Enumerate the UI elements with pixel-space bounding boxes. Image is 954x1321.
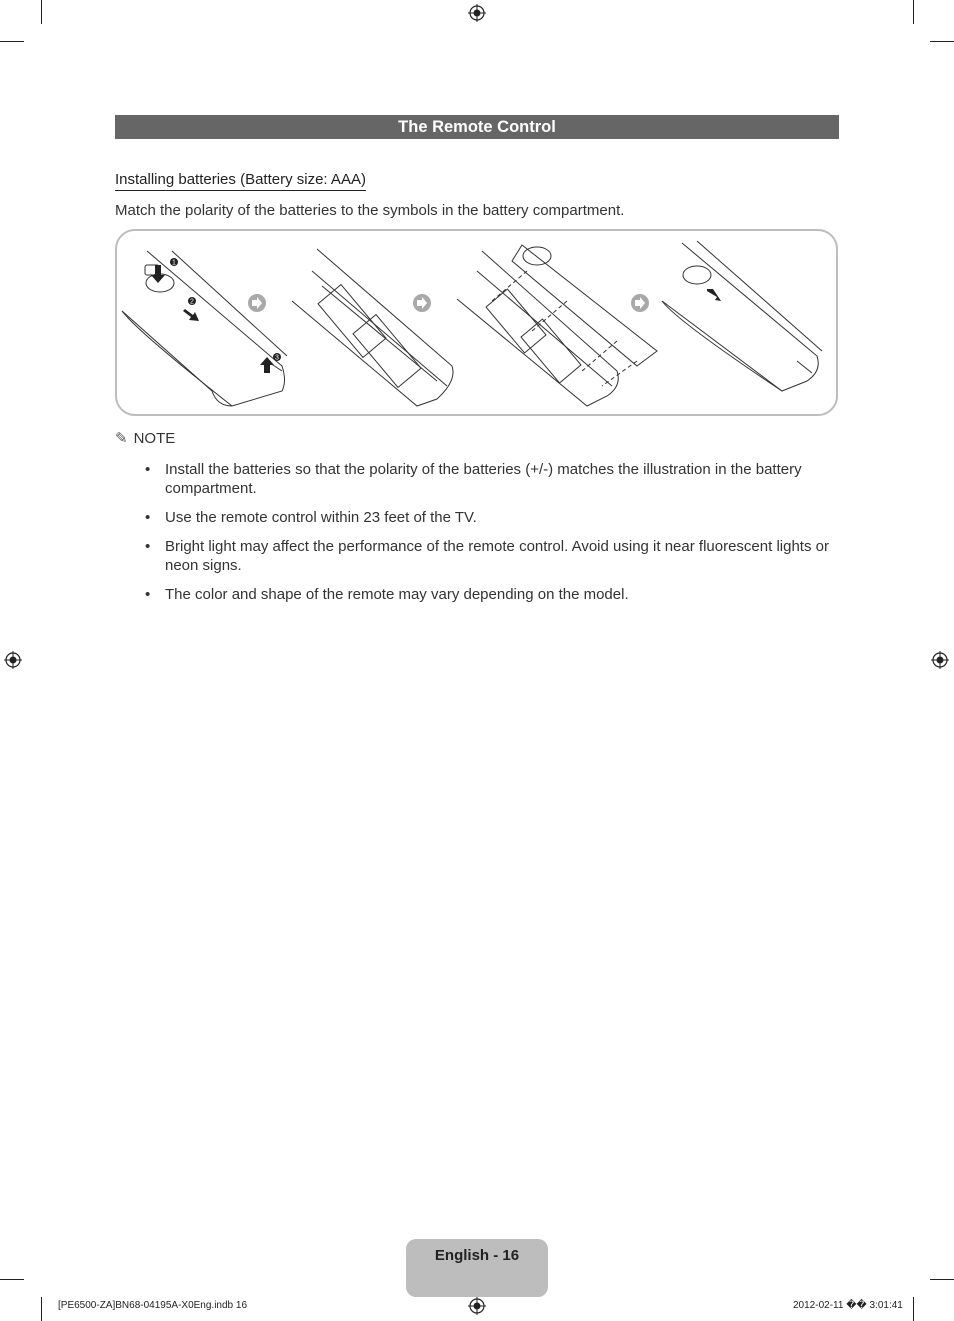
- battery-illustration: [115, 229, 838, 416]
- registration-mark-icon: [468, 1297, 486, 1315]
- crop-mark: [0, 41, 24, 42]
- list-item: • The color and shape of the remote may vary depending on the model.: [145, 586, 629, 603]
- list-item: • Use the remote control within 23 feet of the TV.: [145, 509, 477, 526]
- page-label: English - 16: [434, 1247, 520, 1264]
- print-slug-file: [PE6500-ZA]BN68-04195A-X0Eng.indb 16: [58, 1300, 248, 1311]
- crop-mark: [41, 0, 42, 24]
- step-marker-1: 1: [172, 259, 176, 267]
- crop-mark: [930, 41, 954, 42]
- remote-step-1: [122, 251, 287, 406]
- step-marker-2: 2: [190, 298, 194, 306]
- section-title: The Remote Control: [115, 115, 839, 139]
- push-arrow-icon: [707, 289, 721, 301]
- step-marker-3: 3: [275, 354, 279, 362]
- crop-mark: [930, 1279, 954, 1280]
- crop-mark: [41, 1297, 42, 1321]
- battery-steps-drawing: [117, 231, 836, 414]
- up-arrow-icon: [260, 357, 274, 373]
- list-item: • Install the batteries so that the polarity of the batteries (+/-) matches the illustration in the battery compartment.: [145, 461, 802, 497]
- subheading: Installing batteries (Battery size: AAA): [115, 171, 366, 191]
- crop-mark: [913, 0, 914, 24]
- crop-mark: [913, 1297, 914, 1321]
- note-list: [145, 460, 835, 614]
- crop-mark: [0, 1279, 24, 1280]
- note-heading: [115, 430, 175, 448]
- slide-arrow-icon: [183, 309, 199, 321]
- remote-step-3: [457, 245, 657, 406]
- list-item: • Bright light may affect the performance of the remote control. Avoid using it near fluorescent lights or neon signs.: [145, 538, 829, 574]
- registration-mark-icon: [4, 651, 22, 669]
- remote-step-4: [662, 241, 822, 391]
- page-number-tab: [406, 1239, 548, 1297]
- print-slug-date: 2012-02-11 �� 3:01:41: [793, 1300, 903, 1311]
- registration-mark-icon: [468, 4, 486, 22]
- intro-text: Match the polarity of the batteries to the symbols in the battery compartment.: [115, 202, 625, 219]
- remote-step-2: [292, 249, 453, 406]
- pencil-note-icon: ✎: [115, 430, 128, 447]
- note-label: NOTE: [133, 430, 176, 447]
- registration-mark-icon: [931, 651, 949, 669]
